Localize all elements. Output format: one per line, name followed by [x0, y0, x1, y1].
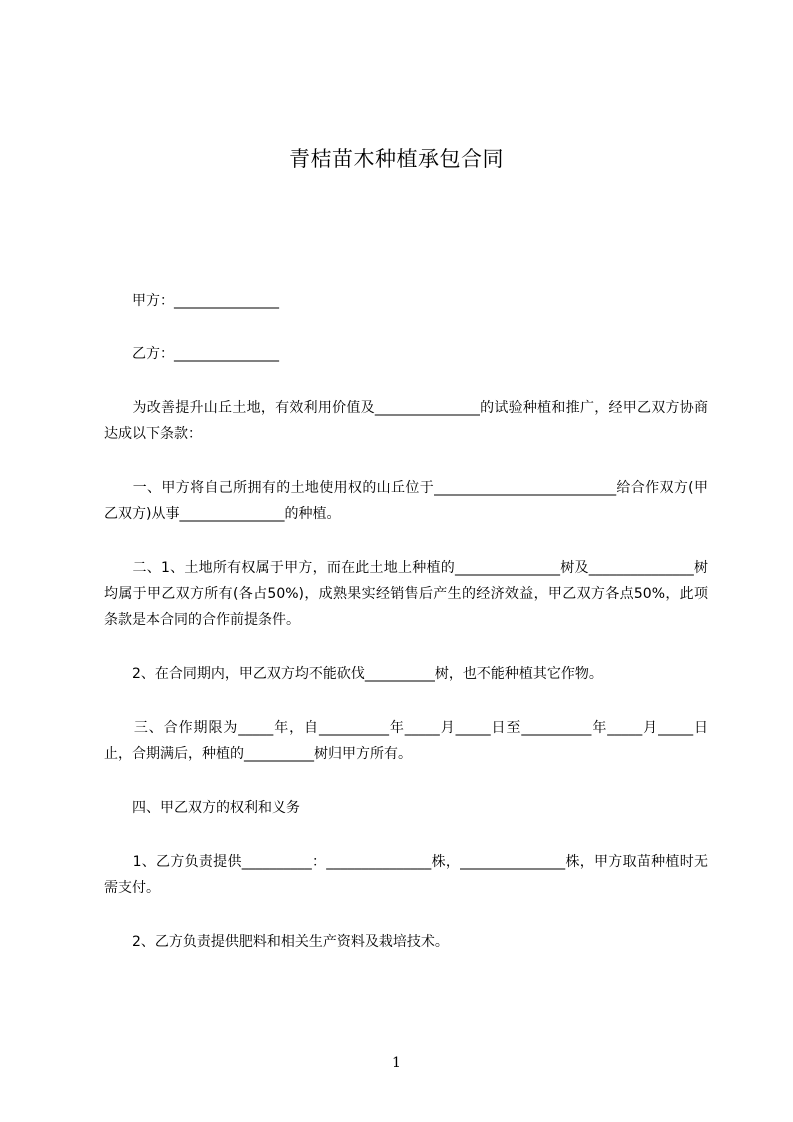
clause-4-heading: 四、甲乙双方的权利和义务 — [104, 800, 300, 816]
clause-3-paragraph: 三、合作期限为_____年，自__________年_____月_____日至__________年_____月_____日止，合期满后，种植的__________树归甲方所有。 — [104, 720, 708, 762]
clause-4-2-paragraph: 2、乙方负责提供肥料和相关生产资料及栽培技术。 — [104, 934, 449, 950]
party-a-line: 甲方：_______________ — [104, 293, 279, 309]
document-title: 青桔苗木种植承包合同 — [289, 147, 504, 171]
clause-2-1-paragraph: 二、1、土地所有权属于甲方，而在此土地上种植的_______________树及_______________树均属于甲乙双方所有(各占50%)，成熟果实经销售后产生的经济效益，甲乙双方各点50%，此项条款是本合同的合作前提条件。 — [104, 560, 708, 628]
party-b-line: 乙方：_______________ — [104, 346, 279, 362]
page-number: 1 — [392, 1055, 401, 1071]
clause-2-2-paragraph: 2、在合同期内，甲乙双方均不能砍伐__________树，也不能种植其它作物。 — [104, 666, 603, 682]
intro-paragraph: 为改善提升山丘土地，有效利用价值及_______________的试验种植和推广，经甲乙双方协商达成以下条款： — [104, 400, 708, 442]
clause-1-paragraph: 一、甲方将自己所拥有的土地使用权的山丘位于__________________________给合作双方(甲乙双方)从事_______________的种植。 — [104, 480, 708, 522]
clause-4-1-paragraph: 1、乙方负责提供__________：_______________株，_______________株，甲方取苗种植时无需支付。 — [104, 854, 708, 896]
